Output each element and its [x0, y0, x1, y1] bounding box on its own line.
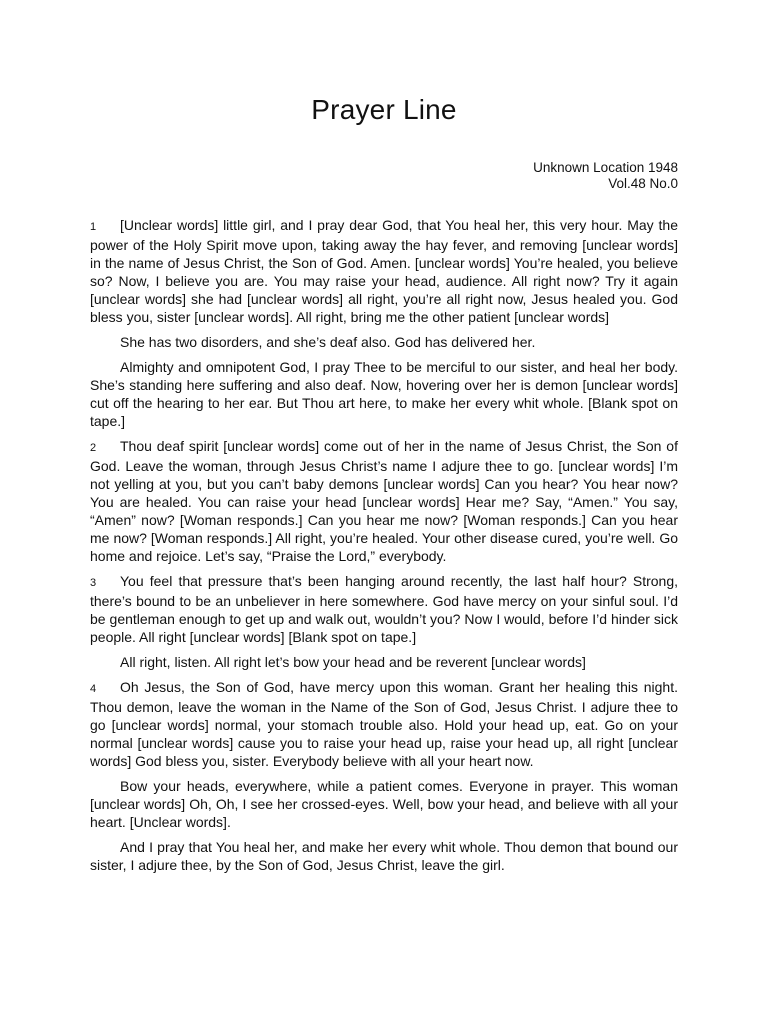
paragraph	[90, 437, 678, 565]
paragraph-number: 2	[90, 442, 97, 454]
document-meta	[533, 160, 678, 192]
paragraph-text: Oh Jesus, the Son of God, have mercy upon this woman. Grant her healing this night. Thou demon, leave the woman in the Name of the Son of God, Jesus Christ. I adjure thee to go [unclear words] normal, your stomach trouble also. Hold your head up, eat. Go on your normal [unclear words] cause you to raise your head up, raise your head up, all right [unclear words] God bless you, sister. Everybody believe with all your heart now.	[90, 679, 678, 769]
paragraph	[90, 333, 678, 351]
paragraph-text: She has two disorders, and she’s deaf also. God has delivered her.	[120, 334, 536, 350]
paragraph	[90, 678, 678, 770]
paragraph-text: All right, listen. All right let’s bow your head and be reverent [unclear words]	[120, 654, 586, 670]
paragraph	[90, 572, 678, 646]
paragraph-number: 4	[90, 683, 97, 695]
page-title: Prayer Line	[311, 94, 457, 125]
paragraph	[90, 653, 678, 671]
paragraph	[90, 216, 678, 326]
paragraph	[90, 777, 678, 831]
paragraph-number: 1	[90, 221, 97, 233]
paragraph-text: And I pray that You heal her, and make her every whit whole. Thou demon that bound our sister, I adjure thee, by the Son of God, Jesus Christ, leave the girl.	[90, 839, 678, 873]
paragraph-text: Thou deaf spirit [unclear words] come out of her in the name of Jesus Christ, the Son of God. Leave the woman, through Jesus Christ’s name I adjure thee to go. [unclear words] I’m not yelling at you, but you can’t baby demons [unclear words] Can you hear? You hear now? You are healed. You can raise your head [unclear words] Hear me? Say, “Amen.” You say, “Amen” now? [Woman responds.] Can you hear me now? [Woman responds.] Can you hear me now? [Woman responds.] All right, you’re healed. Your other disease cured, you’re well. Go home and rejoice. Let’s say, “Praise the Lord,” everybody.	[90, 438, 678, 564]
paragraph	[90, 838, 678, 874]
paragraph-text: Almighty and omnipotent God, I pray Thee to be merciful to our sister, and heal her body. She’s standing here suffering and also deaf. Now, hovering over her is demon [unclear words] cut off the hearing to her ear. But Thou art here, to make her every whit whole. [Blank spot on tape.]	[90, 359, 678, 429]
sermon-body	[90, 216, 678, 881]
location-date: Unknown Location 1948	[533, 160, 678, 175]
volume-number: Vol.48 No.0	[608, 176, 678, 191]
paragraph-text: You feel that pressure that’s been hanging around recently, the last half hour? Strong, there’s bound to be an unbeliever in here somewhere. God have mercy on your sinful soul. I’d be gentleman enough to get up and walk out, wouldn’t you? Now I would, before I’d hinder sick people. All right [unclear words] [Blank spot on tape.]	[90, 573, 678, 645]
paragraph-text: [Unclear words] little girl, and I pray dear God, that You heal her, this very hour. May the power of the Holy Spirit move upon, taking away the hay fever, and removing [unclear words] in the name of Jesus Christ, the Son of God. Amen. [unclear words] You’re healed, you believe so? Now, I believe you are. You may raise your head, audience. All right now? Try it again [unclear words] she had [unclear words] all right, you’re all right now, Jesus healed you. God bless you, sister [unclear words]. All right, bring me the other patient [unclear words]	[90, 217, 678, 325]
document-page	[90, 0, 678, 1024]
paragraph	[90, 358, 678, 430]
paragraph-number: 3	[90, 577, 97, 589]
paragraph-text: Bow your heads, everywhere, while a patient comes. Everyone in prayer. This woman [unclear words] Oh, Oh, I see her crossed-eyes. Well, bow your head, and believe with all your heart. [Unclear words].	[90, 778, 678, 830]
